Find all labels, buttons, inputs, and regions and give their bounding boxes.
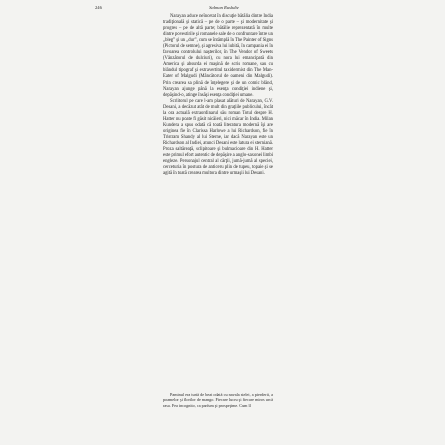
- main-text-block: [163, 14, 273, 177]
- footnote-block: [163, 392, 273, 408]
- body-paragraph: Narayan aduce neîncetat în discuţie bătălia dintre India tradiţională şi statică – pe de o parte – şi modernitate şi progres – pe de altă parte; bătălie reprezentată în multe dintre povestirile şi romanele sale de o confruntare între un „bleg” şi un „dur”, cum se întâmplă în The Painter of Signs (Pictorul de semne), şi agresiva lui iubită, în campania ei în favoarea controlului naşterilor, în The Vendor of Sweets (Vânzătorul de dulciuri), cu nora lui emancipată din America şi absurda ei maşină de scris romane, sau cu blândul tipograf şi extravertitul taxidermist din The Man-Eater of Malgudi (Mâncătorul de oameni din Malgudi). Prin crearea sa plină de înţelegere şi de un comic blând, Narayan ajunge până la esenţa condiţiei indiene şi, depăşind-o, atinge însăşi esenţa condiţiei umane.: [163, 14, 273, 98]
- running-title: Salman Rushdie: [209, 5, 239, 10]
- body-paragraph: Scriitorul pe care l-am plasat alături de Narayan, G.V. Desani, a decăzut atât de mult din graţiile publicului, încât la ora actuală extraordinarul său roman Totul despre H. Hatter nu poate fi găsit nicăieri, nici măcar în India. Milan Kundera a spus odată că toată literatura modernă îşi are originea fie în Clarissa Harlowe a lui Richardson, fie în Tristram Shandy al lui Sterne, iar dacă Narayan este un Richardson al Indiei, atunci Desani este latura ei sterniană. Proza saltăreaţă, sclipitoare şi bulmacioare din H. Hatter este primul efort autentic de depăşire a anglo-saxonei limbi engleze. Personajul central al cărţii, jumă-jumă al speciei, cerceturia în postura de anticeru plin de tupeu, topaie şi se agită în toată crearea multora dintre urmaşii lui Desani.: [163, 98, 273, 177]
- page-number: 246: [95, 5, 102, 10]
- footnote-paragraph: Paminul era turtă de beat odată cu navala stelei, a pierderii, a poamelor şi florilor de mango. Fiecare lucru şi fiecare miros urcă rasa. Fea incognito, ca parfum şi prospeţime. Cum îl: [163, 392, 273, 408]
